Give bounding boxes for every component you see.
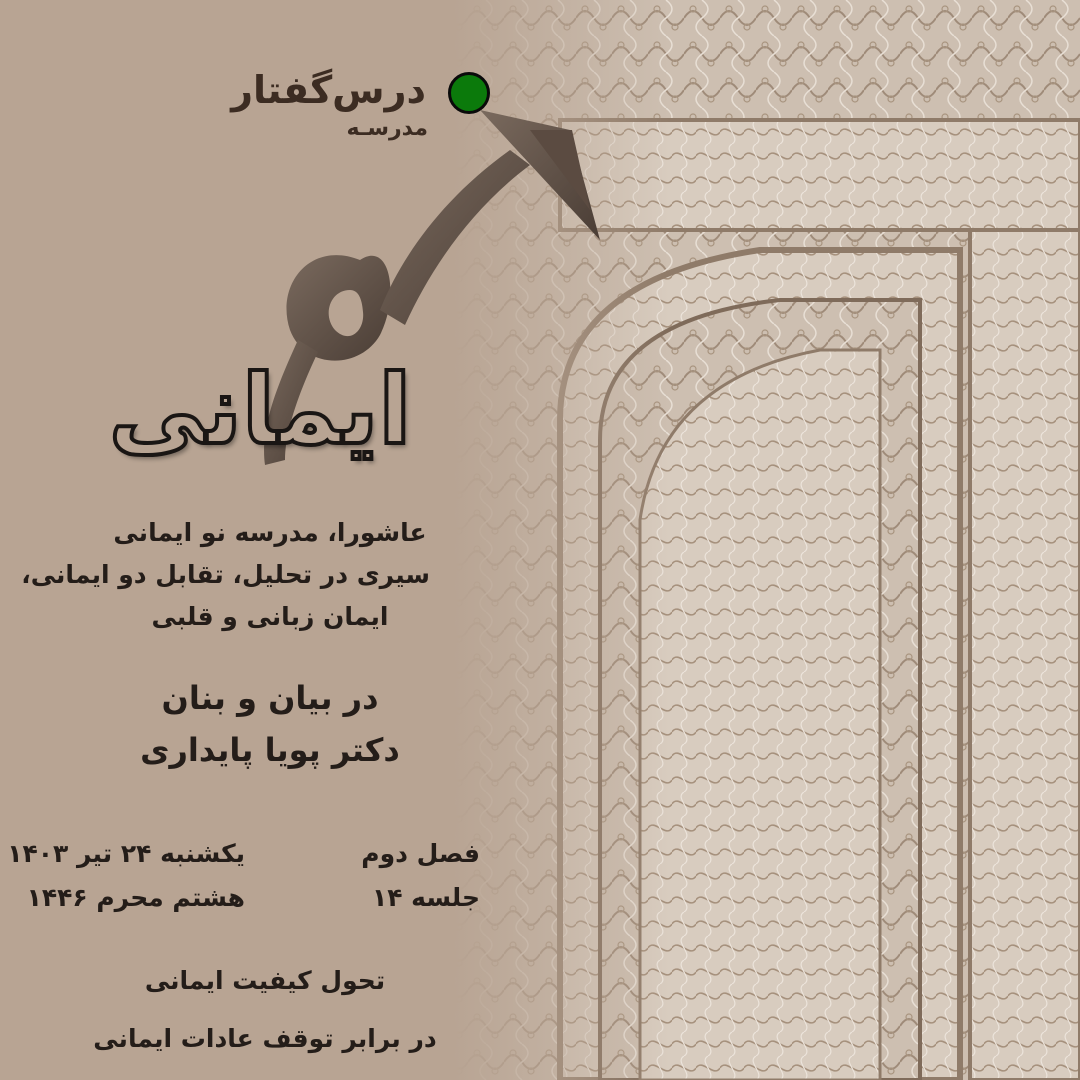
subtitle-line: ایمان زبانی و قلبی — [151, 602, 389, 631]
subtitle-block — [21, 512, 430, 638]
topic-block — [90, 952, 440, 1068]
speaker-intro: در بیان و بنان — [161, 679, 379, 717]
subtitle-line: سیری در تحلیل، تقابل دو ایمانی، — [21, 560, 430, 589]
session-block — [340, 832, 480, 920]
subtitle-line: عاشورا، مدرسه نو ایمانی — [113, 518, 427, 547]
brand-subtitle: مدرسـه — [346, 116, 428, 141]
date-line-1: یکشنبه ۲۴ تیر ۱۴۰۳ — [7, 839, 245, 868]
brand-title: درس‌گفتار — [231, 68, 426, 112]
date-line-2: هشتم محرم ۱۴۴۶ — [26, 883, 245, 912]
topic-line-2: در برابر توقف عادات ایمانی — [93, 1024, 437, 1053]
logo-word: ایمانی — [108, 354, 412, 466]
date-block — [0, 832, 245, 920]
speaker-name: دکتر پویا پایداری — [140, 731, 400, 769]
topic-line-1: تحول کیفیت ایمانی — [144, 966, 386, 995]
speaker-block — [110, 672, 430, 776]
session-season: فصل دوم — [361, 839, 480, 868]
session-number: جلسه ۱۴ — [371, 883, 480, 912]
